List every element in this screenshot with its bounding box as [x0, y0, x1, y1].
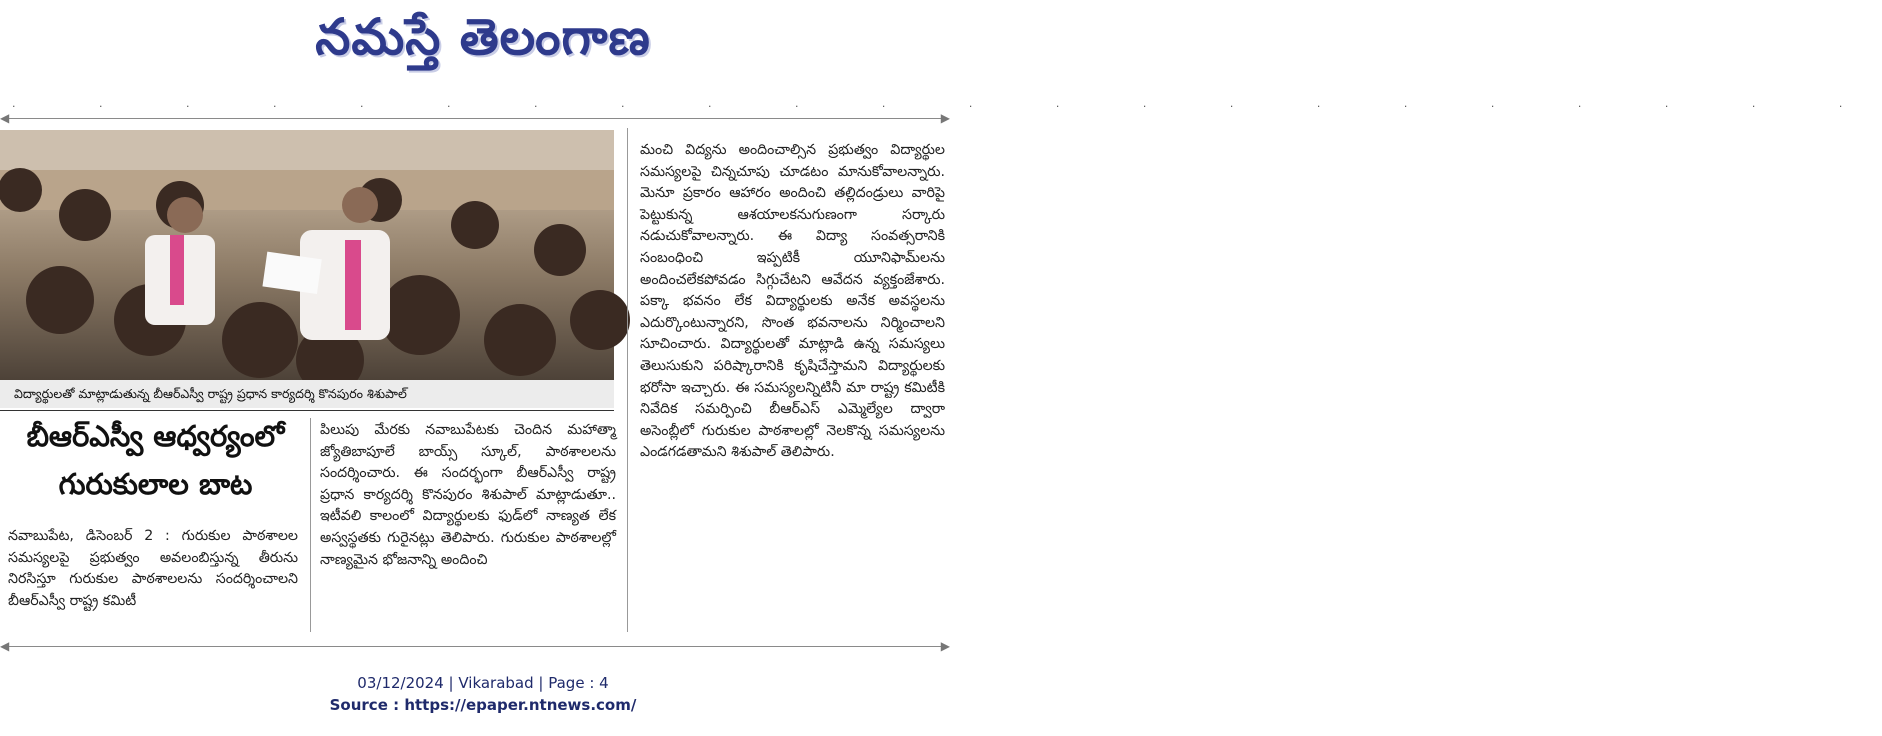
- footer-dateline: 03/12/2024 | Vikarabad | Page : 4: [357, 674, 609, 692]
- arrow-left-icon: ◀: [0, 111, 10, 125]
- arrow-left-icon: ◀: [0, 639, 10, 653]
- news-photo: [0, 130, 614, 380]
- footer-source: Source : https://epaper.ntnews.com/: [329, 696, 637, 714]
- headline-line-2: గురుకులాల బాట: [58, 467, 253, 501]
- article-column-right: [640, 140, 945, 464]
- headline: [8, 415, 303, 511]
- column-divider-right: [627, 128, 628, 632]
- headline-line-1: బీఆర్ఎస్వీ ఆధ్వర్యంలో: [26, 419, 285, 453]
- masthead: [0, 0, 966, 86]
- article-text-left: నవాబుపేట, డిసెంబర్ 2 : గురుకుల పాఠశాలల సమస్యలపై ప్రభుత్వం అవలంబిస్తున్న తీరును నిరసిస్తూ గురుకుల పాఠశాలలను సందర్శించాలని బీఆర్ఎస్వీ రాష్ట్ర కమిటీ: [8, 528, 298, 609]
- article-text-right: మంచి విద్యను అందించాల్సిన ప్రభుత్వం విద్యార్థుల సమస్యలపై చిన్నచూపు చూడటం మానుకోవాలన్నారు. మెనూ ప్రకారం ఆహారం అందించి తల్లిదండ్రులు వారిపై పెట్టుకున్న ఆశయాలకనుగుణంగా సర్కారు నడుచుకోవాలన్నారు. ఈ విద్యా సంవత్సరానికి సంబంధించి ఇప్పటికీ యూనిఫామ్‌లను అందించలేకపోవడం సిగ్గుచేటని ఆవేదన వ్యక్తంజేశారు. పక్కా భవనం లేక విద్యార్థులకు అనేక అవస్థలను ఎదుర్కొంటున్నారని, సొంత భవనాలను నిర్మించాలని సూచించారు. విద్యార్థులతో మాట్లాడి ఉన్న సమస్యలు తెలుసుకుని పరిష్కారానికి కృషిచేస్తామని విద్యార్థులకు భరోసా ఇచ్చారు. ఈ సమస్యలన్నిటినీ మా రాష్ట్ర కమిటీకి నివేదిక సమర్పించి బీఆర్ఎస్ ఎమ్మెల్యేల ద్వారా అసెంబ్లీలో గురుకుల పాఠశాలల్లో నెలకొన్న సమస్యలను ఎండగడతామని శిశుపాల్ తెలిపారు.: [640, 142, 945, 461]
- arrow-right-icon: ▶: [940, 639, 950, 653]
- newspaper-title: నమస్తే తెలంగాణ: [315, 7, 651, 66]
- news-photo-block: [0, 130, 614, 410]
- clipped-text-residue: · · · · · · · · · · · · · · · · · · · · · ·: [12, 100, 1882, 113]
- cut-line-top: [0, 112, 950, 124]
- photo-caption: విద్యార్థులతో మాట్లాడుతున్న బీఆర్ఎస్వీ రాష్ట్ర ప్రధాన కార్యదర్శి కొనపురం శిశుపాల్: [0, 380, 614, 408]
- article-column-middle: [320, 420, 616, 571]
- arrow-right-icon: ▶: [940, 111, 950, 125]
- news-clipping: [0, 100, 1882, 653]
- article-column-left: [8, 526, 298, 612]
- article-text-middle: పిలుపు మేరకు నవాబుపేటకు చెందిన మహాత్మా జ్యోతిబాపూలే బాయ్స్ స్కూల్, పాఠశాలలను సందర్శించారు. ఈ సందర్భంగా బీఆర్ఎస్వీ రాష్ట్ర ప్రధాన కార్యదర్శి కొనపురం శిశుపాల్ మాట్లాడుతూ.. ఇటీవలి కాలంలో విద్యార్థులకు ఫుడ్‌లో నాణ్యత లేక అస్వస్థతకు గురైనట్లు తెలిపారు. గురుకుల పాఠశాలల్లో నాణ్యమైన భోజనాన్ని అందించి: [320, 422, 616, 568]
- footer: [0, 672, 966, 716]
- photo-rule: [0, 410, 614, 411]
- cut-line-bottom: [0, 640, 950, 652]
- column-divider-left: [310, 418, 311, 632]
